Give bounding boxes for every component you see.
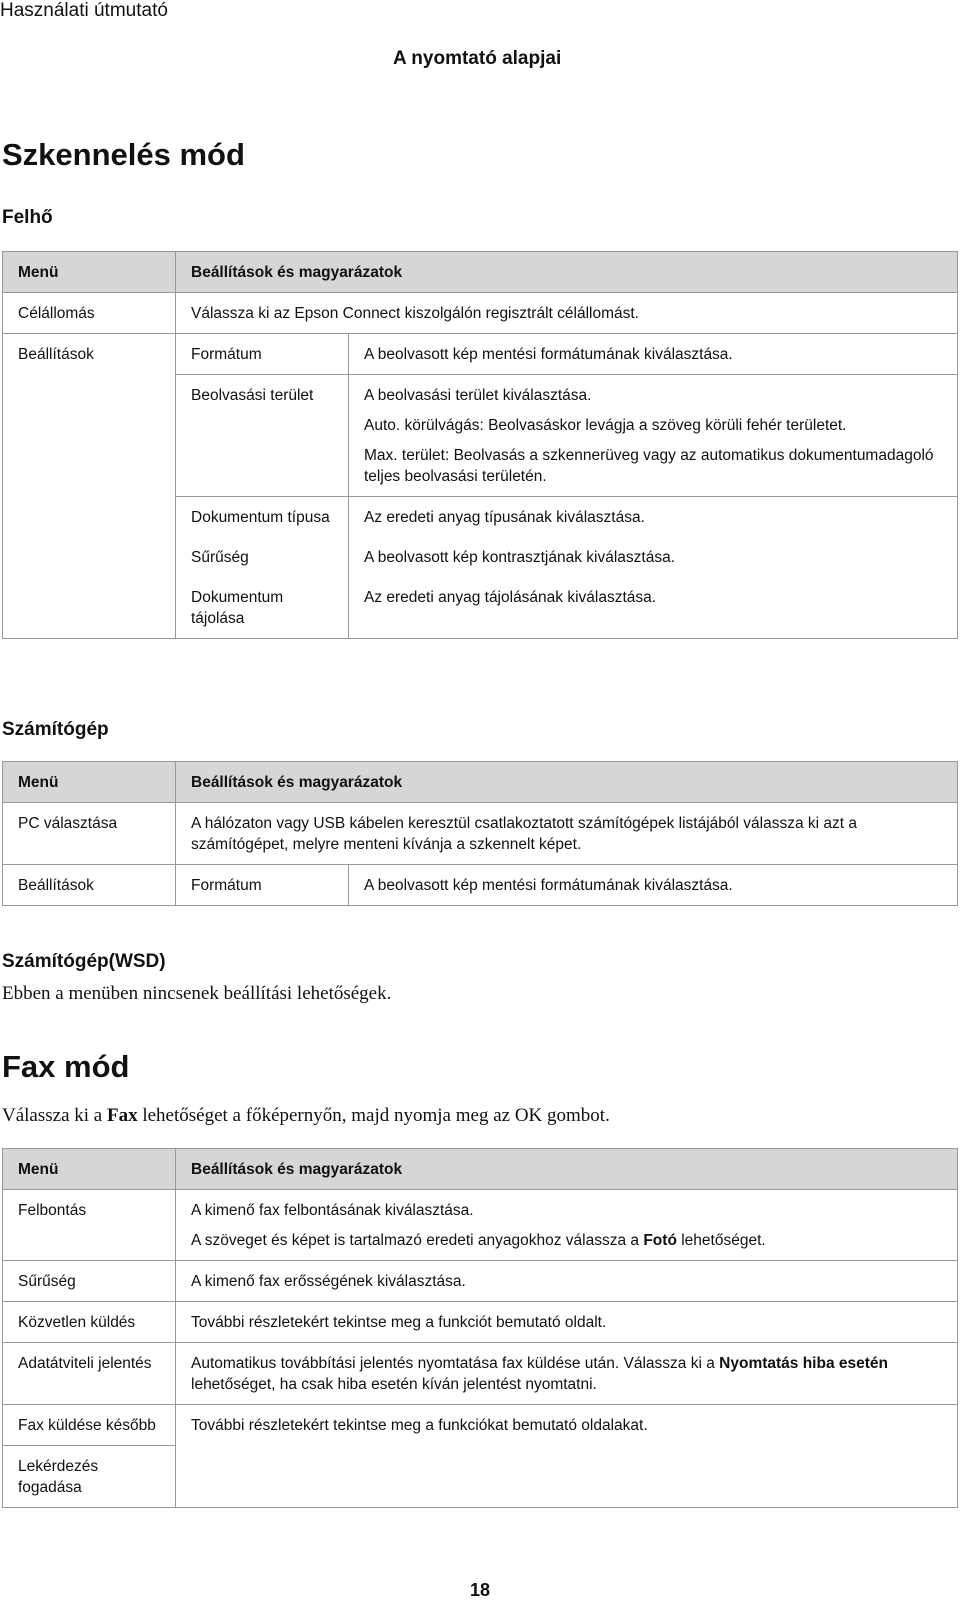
table-row [3, 293, 958, 334]
row-label-pc-select: PC választása [3, 803, 176, 865]
fax-intro-end: lehetőséget a főképernyőn, majd nyomja meg az OK gombot. [137, 1105, 610, 1126]
table-row [3, 1302, 958, 1343]
row-label-settings: Beállítások [3, 334, 176, 639]
chapter-title: A nyomtató alapjai [393, 48, 562, 69]
resolution-note-start: A szöveget és képet is tartalmazó eredeti anyagokhoz válassza a [191, 1232, 644, 1249]
resolution-note-bold: Fotó [643, 1232, 677, 1249]
row-label-format: Formátum [176, 334, 349, 375]
row-label-send-later: Fax küldése később [3, 1405, 176, 1446]
scan-area-auto-crop: Auto. körülvágás: Beolvasáskor levágja a szöveg körüli fehér területet. [364, 417, 847, 434]
table-row [3, 1190, 958, 1261]
scan-mode-heading: Szkennelés mód [2, 137, 245, 172]
scan-area-max: Max. terület: Beolvasás a szkennerüveg vagy az automatikus dokumentumadagoló teljes beolvasási területén. [364, 447, 934, 485]
cloud-heading: Felhő [2, 207, 53, 228]
column-header-menu: Menü [3, 1149, 176, 1190]
column-header-settings: Beállítások és magyarázatok [176, 252, 958, 293]
row-desc-send-later: További részletekért tekintse meg a funkciókat bemutató oldalakat. [176, 1405, 958, 1446]
row-desc-format: A beolvasott kép mentési formátumának kiválasztása. [349, 334, 958, 375]
row-label-transmission-report: Adatátviteli jelentés [3, 1343, 176, 1405]
page-number: 18 [470, 1580, 491, 1600]
table-row [3, 334, 958, 375]
table-row [3, 1405, 958, 1446]
table-row [3, 1261, 958, 1302]
row-desc-pc-select: A hálózaton vagy USB kábelen keresztül csatlakoztatott számítógépek listájából válassza ki azt a számítógépet, melyre menteni kívánja a szkennelt képet. [176, 803, 958, 865]
row-label-destination: Célállomás [3, 293, 176, 334]
scan-area-desc: A beolvasási terület kiválasztása. [364, 387, 592, 404]
report-desc-bold: Nyomtatás hiba esetén [719, 1355, 888, 1372]
fax-intro [2, 1105, 610, 1127]
row-desc-format: A beolvasott kép mentési formátumának kiválasztása. [349, 865, 958, 906]
table-row [3, 1343, 958, 1405]
row-label-density: Sűrűség [3, 1261, 176, 1302]
row-desc-direct-send: További részletekért tekintse meg a funkciót bemutató oldalt. [176, 1302, 958, 1343]
row-label-resolution: Felbontás [3, 1190, 176, 1261]
resolution-desc: A kimenő fax felbontásának kiválasztása. [191, 1202, 474, 1219]
table-header-row [3, 1149, 958, 1190]
row-label-scan-area: Beolvasási terület [176, 375, 349, 497]
computer-heading: Számítógép [2, 719, 109, 740]
fax-settings-table [2, 1148, 958, 1508]
row-desc-destination: Válassza ki az Epson Connect kiszolgálón regisztrált célállomást. [176, 293, 958, 334]
row-desc-density: A beolvasott kép kontrasztjának kiválasztása. [349, 537, 958, 577]
table-header-row [3, 252, 958, 293]
column-header-menu: Menü [3, 762, 176, 803]
row-desc-resolution [176, 1190, 958, 1261]
computer-wsd-heading: Számítógép(WSD) [2, 951, 166, 972]
row-label-format: Formátum [176, 865, 349, 906]
row-label-document-type: Dokumentum típusa [176, 497, 349, 538]
table-row [3, 1446, 958, 1508]
column-header-settings: Beállítások és magyarázatok [176, 1149, 958, 1190]
row-label-direct-send: Közvetlen küldés [3, 1302, 176, 1343]
resolution-note [191, 1230, 942, 1251]
cloud-settings-table [2, 251, 958, 639]
row-label-settings: Beállítások [3, 865, 176, 906]
column-header-settings: Beállítások és magyarázatok [176, 762, 958, 803]
fax-intro-bold: Fax [106, 1105, 138, 1126]
row-label-density: Sűrűség [176, 537, 349, 577]
report-desc-end: lehetőséget, ha csak hiba esetén kíván jelentést nyomtatni. [191, 1376, 597, 1393]
table-row [3, 803, 958, 865]
column-header-menu: Menü [3, 252, 176, 293]
report-desc-start: Automatikus továbbítási jelentés nyomtatása fax küldése után. Válassza ki a [191, 1355, 720, 1372]
row-desc-density: A kimenő fax erősségének kiválasztása. [176, 1261, 958, 1302]
manual-title: Használati útmutató [0, 0, 168, 21]
fax-intro-start: Válassza ki a [2, 1105, 107, 1126]
row-label-orientation: Dokumentum tájolása [176, 577, 349, 639]
resolution-note-end: lehetőséget. [676, 1232, 766, 1249]
row-label-poll-receive: Lekérdezés fogadása [3, 1446, 176, 1508]
fax-mode-heading: Fax mód [2, 1049, 130, 1084]
table-header-row [3, 762, 958, 803]
row-desc-transmission-report [176, 1343, 958, 1405]
wsd-note: Ebben a menüben nincsenek beállítási lehetőségek. [2, 983, 392, 1004]
table-row [3, 865, 958, 906]
row-desc-document-type: Az eredeti anyag típusának kiválasztása. [349, 497, 958, 538]
row-desc-orientation: Az eredeti anyag tájolásának kiválasztása. [349, 577, 958, 639]
computer-settings-table [2, 761, 958, 906]
row-desc-poll-receive [176, 1446, 958, 1508]
row-desc-scan-area [349, 375, 958, 497]
